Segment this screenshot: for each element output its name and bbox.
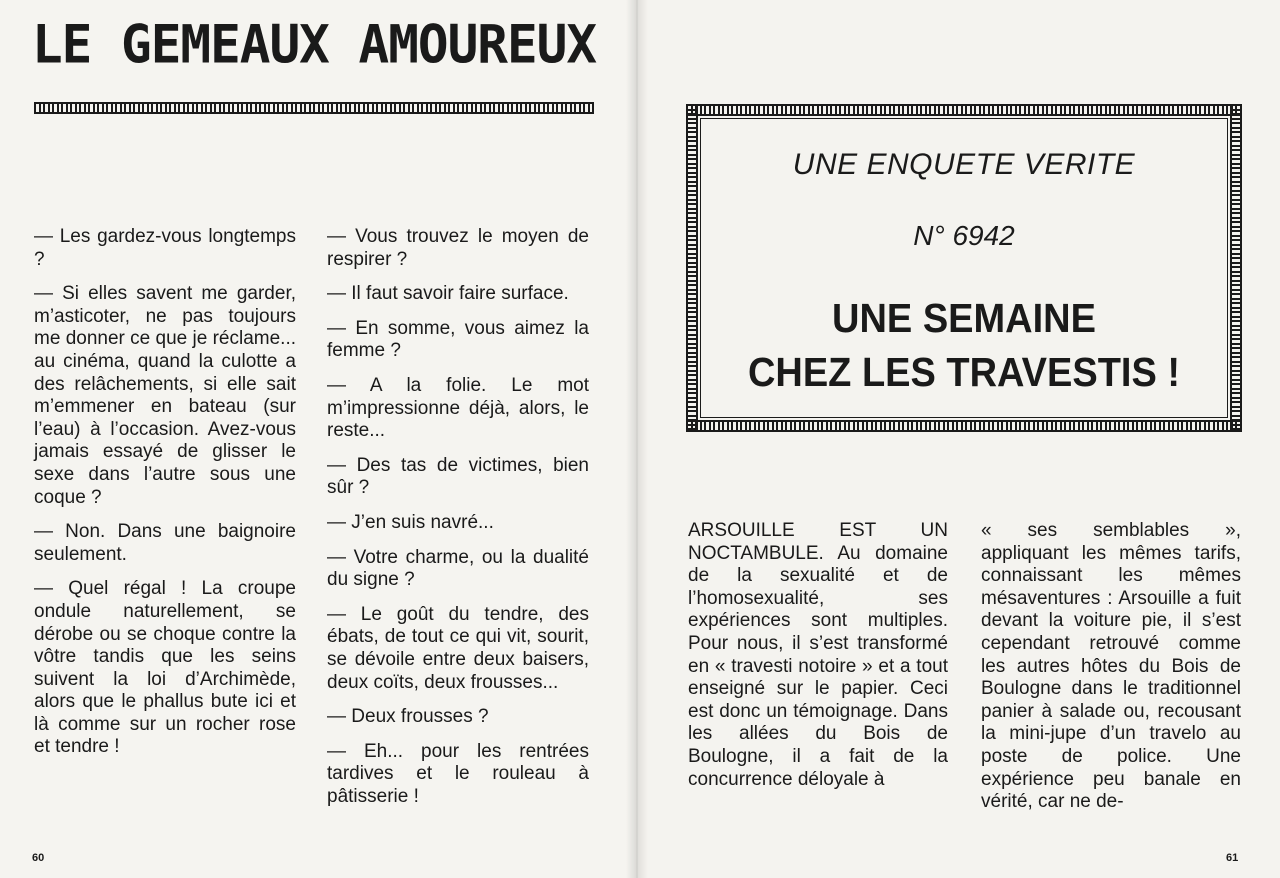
right-column-2 xyxy=(981,520,1241,814)
paragraph: — Si elles savent me garder, m’asticoter, ne pas toujours me donner ce que je réclame... au cinéma, quand la culotte a des relâchements, si elle sait m’emmener en bateau (sur l’eau) à l’occasion. Avez-vous jamais essayé de glisser le sexe dans l’autre sous une coque ? xyxy=(34,283,296,508)
paragraph: — Non. Dans une baignoire seulement. xyxy=(34,521,296,565)
page-number-left: 60 xyxy=(32,852,45,864)
left-column-1 xyxy=(34,226,296,771)
paragraph: — Quel régal ! La croupe ondule naturellement, se dérobe ou se choque contre la vôtre tandis que les seins suivent la loi d’Archimède, alors que le phallus bute ici et là comme sur un rocher rose et tendre ! xyxy=(34,578,296,758)
left-page xyxy=(0,0,636,878)
enquete-number: N° 6942 xyxy=(913,220,1015,251)
paragraph: — Deux frousses ? xyxy=(327,706,489,728)
paragraph: — En somme, vous aimez la femme ? xyxy=(327,317,589,362)
paragraph: — Les gardez-vous longtemps ? xyxy=(34,226,296,270)
headline-line-1: UNE SEMAINE xyxy=(832,296,1096,342)
article-title: LE GEMEAUX AMOUREUX xyxy=(32,14,597,75)
paragraph: — Vous trouvez le moyen de respirer ? xyxy=(327,226,589,270)
paragraph: — J’en suis navré... xyxy=(327,511,494,533)
right-column-1 xyxy=(688,520,948,791)
paragraph: — Eh... pour les rentrées tardives et le rouleau à pâtisserie ! xyxy=(327,740,589,807)
paragraph: — A la folie. Le mot m’impressionne déjà, alors, le reste... xyxy=(327,374,589,442)
greek-key-border-top xyxy=(34,102,594,114)
paragraph: — Il faut savoir faire surface. xyxy=(327,283,569,305)
headline-line-2: CHEZ LES TRAVESTIS ! xyxy=(747,350,1181,396)
paragraph: — Votre charme, ou la dualité du signe ? xyxy=(327,546,589,591)
headline-text-area xyxy=(686,0,1242,440)
page-number-right: 61 xyxy=(1226,852,1239,864)
paragraph: « ses semblables », appliquant les mêmes tarifs, connaissant les mêmes mésaventures : Arsouille a fuit devant la voiture pie, il s’est cependant retrouvé comme les autres hôtes du Bois de Boulogne dans le traditionnel panier à salade ou, recousant la mini-jupe d’un travelo au poste de police. Une expérience peu banale en vérité, car ne de- xyxy=(981,520,1241,813)
paragraph: — Le goût du tendre, des ébats, de tout ce qui vit, sourit, se dévoile entre deux baisers, deux coïts, deux frousses... xyxy=(327,603,589,693)
paragraph: ARSOUILLE EST UN NOCTAMBULE. Au domaine de la sexualité et de l’homosexualité, ses expériences sont multiples. Pour nous, il s’est transformé en « travesti notoire » et a tout enseigné sur le papier. Ceci est donc un témoignage. Dans les allées du Bois de Boulogne, il a fait de la concurrence déloyale à xyxy=(688,520,948,790)
enquete-kicker: UNE ENQUETE VERITE xyxy=(792,148,1136,181)
headline xyxy=(686,292,1242,400)
book-gutter xyxy=(626,0,648,878)
paragraph: — Des tas de victimes, bien sûr ? xyxy=(327,454,589,499)
left-column-2 xyxy=(327,226,589,820)
